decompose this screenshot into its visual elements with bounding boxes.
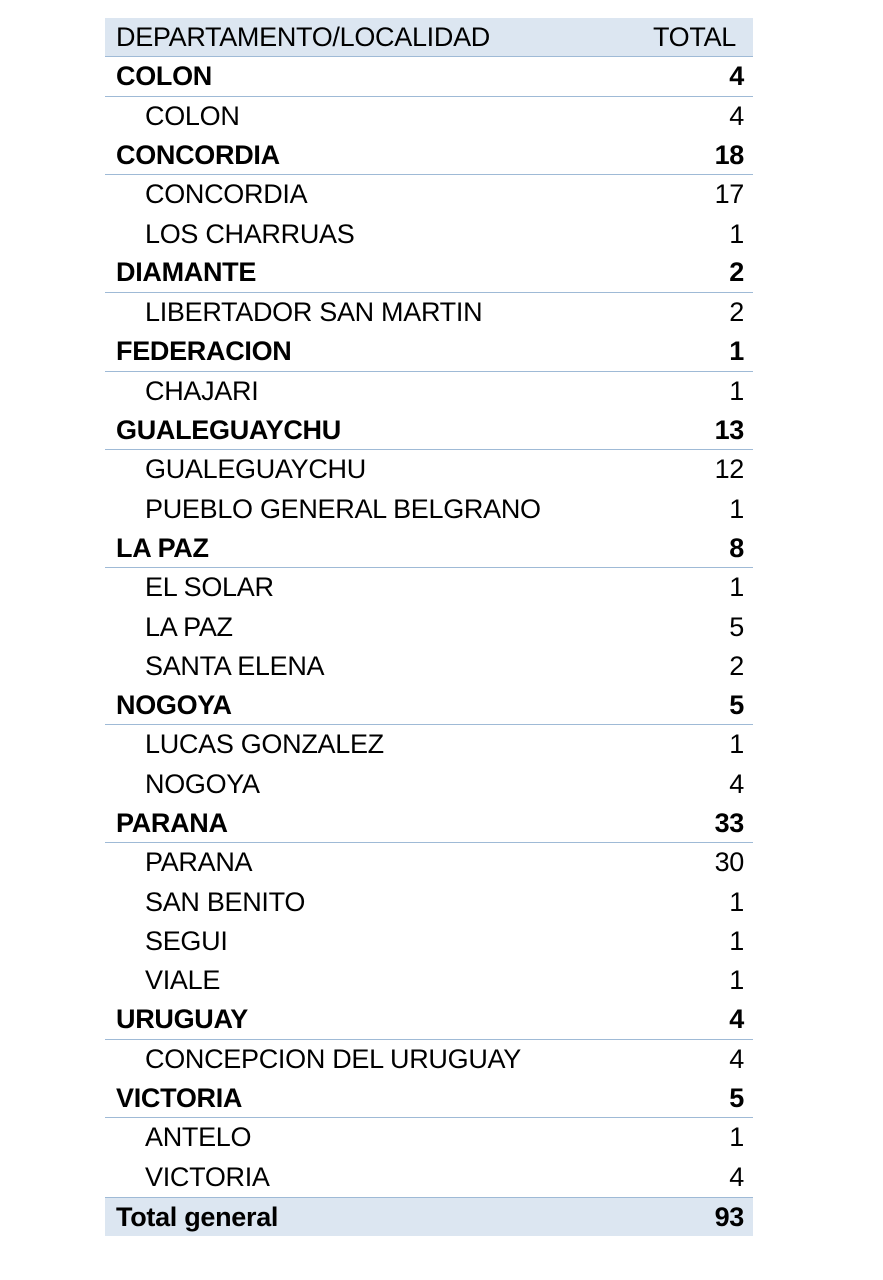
locality-name: GUALEGUAYCHU: [145, 454, 366, 485]
department-total: 8: [729, 532, 744, 563]
locality-table: [105, 18, 753, 1236]
locality-total: 2: [729, 650, 744, 681]
locality-total: 1: [729, 1122, 744, 1153]
locality-row: [105, 647, 753, 686]
locality-total: 17: [714, 179, 744, 210]
department-name: NOGOYA: [116, 689, 232, 720]
department-row: [105, 136, 753, 175]
locality-total: 1: [729, 572, 744, 603]
locality-name: LUCAS GONZALEZ: [145, 729, 384, 760]
locality-total: 2: [729, 297, 744, 328]
department-total: 5: [729, 1082, 744, 1113]
department-row: [105, 57, 753, 96]
department-total: 33: [714, 807, 744, 838]
locality-name: VICTORIA: [145, 1161, 270, 1192]
locality-row: [105, 450, 753, 489]
department-row: [105, 1079, 753, 1118]
department-total: 1: [729, 336, 744, 367]
locality-row: [105, 1158, 753, 1197]
locality-total: 4: [729, 1043, 744, 1074]
grand-total-value: 93: [714, 1201, 744, 1232]
department-name: DIAMANTE: [116, 257, 257, 288]
locality-row: [105, 961, 753, 1000]
department-row: [105, 411, 753, 450]
department-total: 4: [729, 1004, 744, 1035]
department-total: 2: [729, 257, 744, 288]
locality-row: [105, 568, 753, 607]
locality-total: 1: [729, 886, 744, 917]
locality-name: LA PAZ: [145, 611, 233, 642]
locality-row: [105, 883, 753, 922]
department-row: [105, 529, 753, 568]
department-total: 13: [714, 414, 744, 445]
locality-total: 30: [714, 847, 744, 878]
locality-name: SANTA ELENA: [145, 650, 325, 681]
department-name: COLON: [116, 60, 212, 91]
locality-total: 4: [729, 1161, 744, 1192]
locality-name: COLON: [145, 100, 240, 131]
locality-row: [105, 214, 753, 253]
locality-name: CHAJARI: [145, 375, 259, 406]
locality-total: 1: [729, 375, 744, 406]
department-row: [105, 686, 753, 725]
department-name: FEDERACION: [116, 336, 292, 367]
locality-name: LIBERTADOR SAN MARTIN: [145, 297, 483, 328]
locality-row: [105, 725, 753, 764]
locality-row: [105, 490, 753, 529]
department-total: 18: [714, 139, 744, 170]
locality-name: ANTELO: [145, 1122, 252, 1153]
locality-total: 1: [729, 493, 744, 524]
header-name-label: DEPARTAMENTO/LOCALIDAD: [116, 21, 490, 52]
department-name: GUALEGUAYCHU: [116, 414, 341, 445]
locality-total: 12: [714, 454, 744, 485]
locality-name: NOGOYA: [145, 768, 260, 799]
locality-name: VIALE: [145, 965, 221, 996]
locality-total: 1: [729, 218, 744, 249]
table-header: [105, 18, 753, 57]
locality-name: CONCORDIA: [145, 179, 308, 210]
department-row: [105, 254, 753, 293]
header-total-label: TOTAL: [652, 21, 736, 52]
locality-name: EL SOLAR: [145, 572, 274, 603]
locality-total: 4: [729, 768, 744, 799]
department-name: VICTORIA: [116, 1082, 243, 1113]
department-name: LA PAZ: [116, 532, 209, 563]
department-total: 5: [729, 689, 744, 720]
locality-name: SAN BENITO: [145, 886, 306, 917]
locality-row: [105, 1118, 753, 1157]
locality-row: [105, 97, 753, 136]
locality-row: [105, 1040, 753, 1079]
locality-name: CONCEPCION DEL URUGUAY: [145, 1043, 521, 1074]
department-total: 4: [729, 60, 744, 91]
locality-total: 4: [729, 100, 744, 131]
department-row: [105, 332, 753, 371]
locality-row: [105, 765, 753, 804]
locality-total: 1: [729, 965, 744, 996]
department-name: CONCORDIA: [116, 139, 280, 170]
department-row: [105, 804, 753, 843]
locality-row: [105, 843, 753, 882]
locality-total: 5: [729, 611, 744, 642]
locality-row: [105, 607, 753, 646]
locality-name: PUEBLO GENERAL BELGRANO: [145, 493, 541, 524]
grand-total-label: Total general: [116, 1201, 279, 1232]
department-name: PARANA: [116, 807, 228, 838]
locality-total: 1: [729, 925, 744, 956]
locality-name: SEGUI: [145, 925, 228, 956]
locality-row: [105, 372, 753, 411]
locality-total: 1: [729, 729, 744, 760]
locality-row: [105, 293, 753, 332]
locality-row: [105, 175, 753, 214]
locality-row: [105, 922, 753, 961]
department-name: URUGUAY: [116, 1004, 248, 1035]
table-body: [105, 57, 753, 1197]
grand-total-row: [105, 1197, 753, 1236]
department-row: [105, 1000, 753, 1039]
locality-name: PARANA: [145, 847, 253, 878]
locality-name: LOS CHARRUAS: [145, 218, 355, 249]
